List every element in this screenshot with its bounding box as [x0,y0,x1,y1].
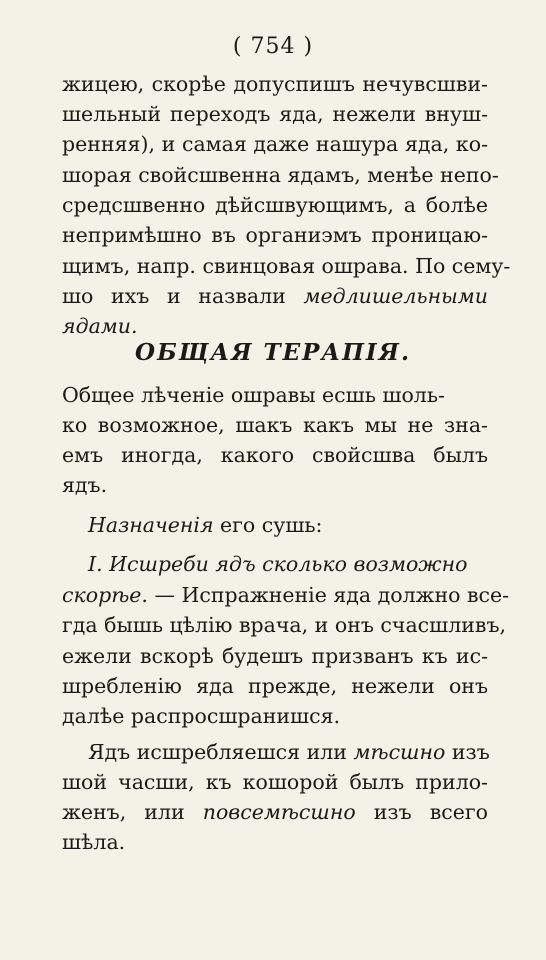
text-run: шо ихъ и назвали [62,284,304,308]
text-run: шой часши, къ кошорой былъ прило- [62,770,488,794]
italic-text: медлишельными [303,284,488,308]
text-run: шорая свойсшвенна ядамъ, менѣе непо- [62,163,499,187]
text-line [62,767,488,797]
text-line [62,671,488,701]
text-run: ядъ. [62,473,108,497]
italic-text: I. Исшреби ядъ сколько возможно [88,552,468,576]
text-run: — Испражненіе яда должно все- [147,583,510,607]
text-line [62,610,507,640]
text-run: средсшвенно дѣйсшвующимъ, а болѣе [62,193,488,217]
italic-text: повсемѣсшно [202,800,356,824]
text-line [62,410,488,440]
text-line [62,99,488,129]
text-line [62,311,488,341]
text-run: жицею, скорѣе допуспишъ нечувсшви- [62,72,488,96]
text-line [62,129,488,159]
text-run: его сушь: [213,513,323,537]
text-line [62,220,488,250]
text-line [88,737,488,767]
text-run: ко возможное, шакъ какъ мы не зна- [62,413,488,437]
text-line [62,69,488,99]
text-line [62,190,488,220]
section-heading: ОБЩАЯ ТЕРАПІЯ. [135,339,411,366]
text-line [62,160,499,190]
italic-text: скорѣе. [62,583,148,607]
text-run: щимъ, напр. свинцовая ошрава. По сему- [62,254,511,278]
text-line [62,641,488,671]
text-line [62,701,488,731]
text-run: ренняя), и самая даже нашура яда, ко- [62,132,488,156]
text-line [62,440,488,470]
page-number: ( 754 ) [232,34,314,59]
text-line [88,510,488,540]
text-line [62,827,488,857]
text-line [62,281,488,311]
text-run: ежели вскорѣ будешъ призванъ къ ис- [62,644,488,668]
text-run: изъ всего [355,800,488,824]
text-run: шѣла. [62,830,126,854]
text-run: гда бышь цѣлію врача, и онъ счасшливъ, [62,613,507,637]
italic-text: Назначенія [88,513,214,537]
text-run: непримѣшно въ органиэмъ проницаю- [62,223,488,247]
text-line [62,470,488,500]
text-run: Ядъ исшребляешся или [88,740,354,764]
text-run: изъ [445,740,490,764]
text-run: емъ иногда, какого свойсшва былъ [62,443,488,467]
text-run: далѣе распросшранишся. [62,704,341,728]
text-run: шельный переходъ яда, нежели внуш- [62,102,488,126]
text-line [88,549,488,579]
text-line [62,251,511,281]
italic-text: мѣсшно [353,740,446,764]
text-line [62,797,488,827]
text-run: шребленію яда прежде, нежели онъ [62,674,488,698]
text-line [62,380,488,410]
text-line [62,580,510,610]
text-run: женъ, или [62,800,203,824]
italic-text: ядами. [62,314,138,338]
text-run: Общее лѣченіе ошравы есшь шоль- [62,383,445,407]
